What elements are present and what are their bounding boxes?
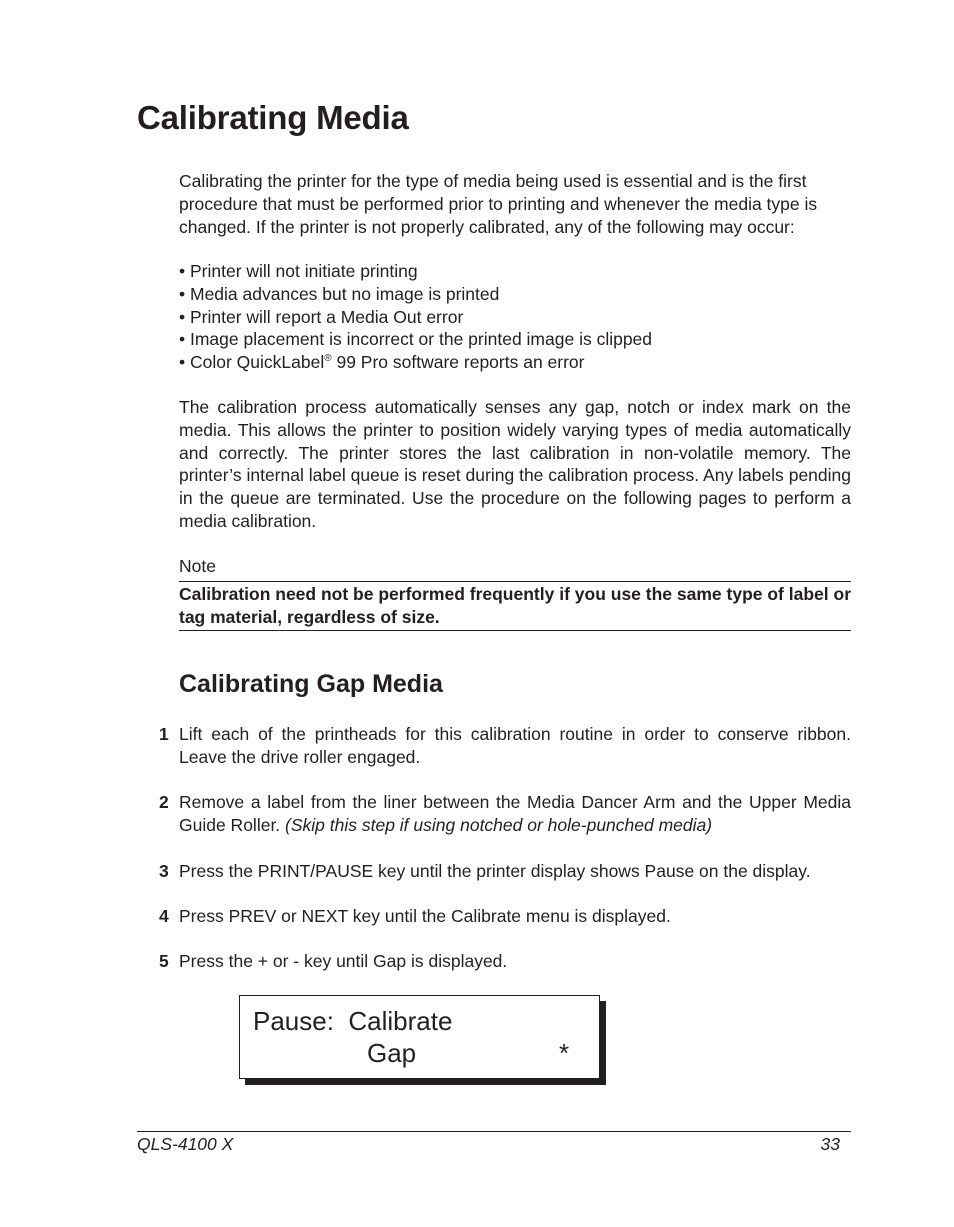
- step-item: [150, 950, 851, 973]
- section-title: Calibrating Gap Media: [179, 670, 443, 698]
- note-label: Note: [179, 556, 216, 576]
- list-item: [179, 351, 652, 374]
- step-number: 2: [159, 792, 169, 812]
- step-item: [150, 860, 851, 883]
- step-number: 3: [159, 861, 169, 881]
- step-text-note: (Skip this step if using notched or hole-punched media): [285, 814, 713, 835]
- step-item: [150, 723, 851, 769]
- list-item-text: 99 Pro software reports an error: [331, 352, 585, 373]
- list-item: • Printer will report a Media Out error: [179, 306, 464, 327]
- step-text: [179, 950, 851, 973]
- step-text-main: Press the + or - key until Gap is displayed.: [179, 951, 508, 971]
- step-number: 5: [159, 951, 169, 971]
- footer-divider: [137, 1131, 851, 1132]
- step-text: [179, 905, 851, 928]
- step-item: [150, 905, 851, 928]
- printer-display: [239, 995, 600, 1079]
- page-number: 33: [820, 1134, 840, 1154]
- step-number: 4: [159, 906, 169, 926]
- step-number: 1: [159, 724, 169, 744]
- step-text: [179, 791, 851, 837]
- step-item: [150, 791, 851, 837]
- registered-mark: ®: [324, 353, 332, 365]
- display-line-1: Pause: Calibrate: [253, 1006, 453, 1036]
- display-line-2: Gap: [367, 1038, 417, 1068]
- step-text-main: Lift each of the printheads for this calibration routine in order to conserve ribbon. Leave the drive roller engaged.: [179, 724, 851, 767]
- note-text: Calibration need not be performed frequently if you use the same type of label or tag material, regardless of size.: [179, 581, 851, 631]
- intro-paragraph: Calibrating the printer for the type of media being used is essential and is the first procedure that must be performed prior to printing and whenever the media type is changed. If the printer is not properly calibrated, any of the following may occur:: [179, 171, 818, 237]
- list-item: • Printer will not initiate printing: [179, 261, 418, 281]
- step-text: [179, 860, 851, 883]
- step-text-main: Remove a label from the liner between the Media Dancer Arm and the Upper Media Guide Roller.: [179, 792, 851, 835]
- page-title: Calibrating Media: [137, 99, 409, 136]
- list-item: • Media advances but no image is printed: [179, 283, 500, 304]
- footer-model: QLS-4100 X: [137, 1134, 234, 1154]
- list-item: • Image placement is incorrect or the printed image is clipped: [179, 329, 653, 350]
- step-text-main: Press PREV or NEXT key until the Calibrate menu is displayed.: [179, 906, 671, 926]
- list-item-text: • Color QuickLabel: [179, 352, 325, 373]
- display-selected-marker: *: [559, 1038, 570, 1068]
- symptom-list: [179, 260, 652, 374]
- step-text-main: Press the PRINT/PAUSE key until the printer display shows Pause on the display.: [179, 861, 811, 881]
- calibration-process-paragraph: The calibration process automatically senses any gap, notch or index mark on the media. This allows the printer to position widely varying types of media automatically and correctly. The printer stores the last calibration in non-volatile memory. The printer’s internal label queue is reset during the calibration process. Any labels pending in the queue are terminated. Use the procedure on the following pages to perform a media calibration.: [179, 397, 851, 531]
- step-text: [179, 723, 851, 769]
